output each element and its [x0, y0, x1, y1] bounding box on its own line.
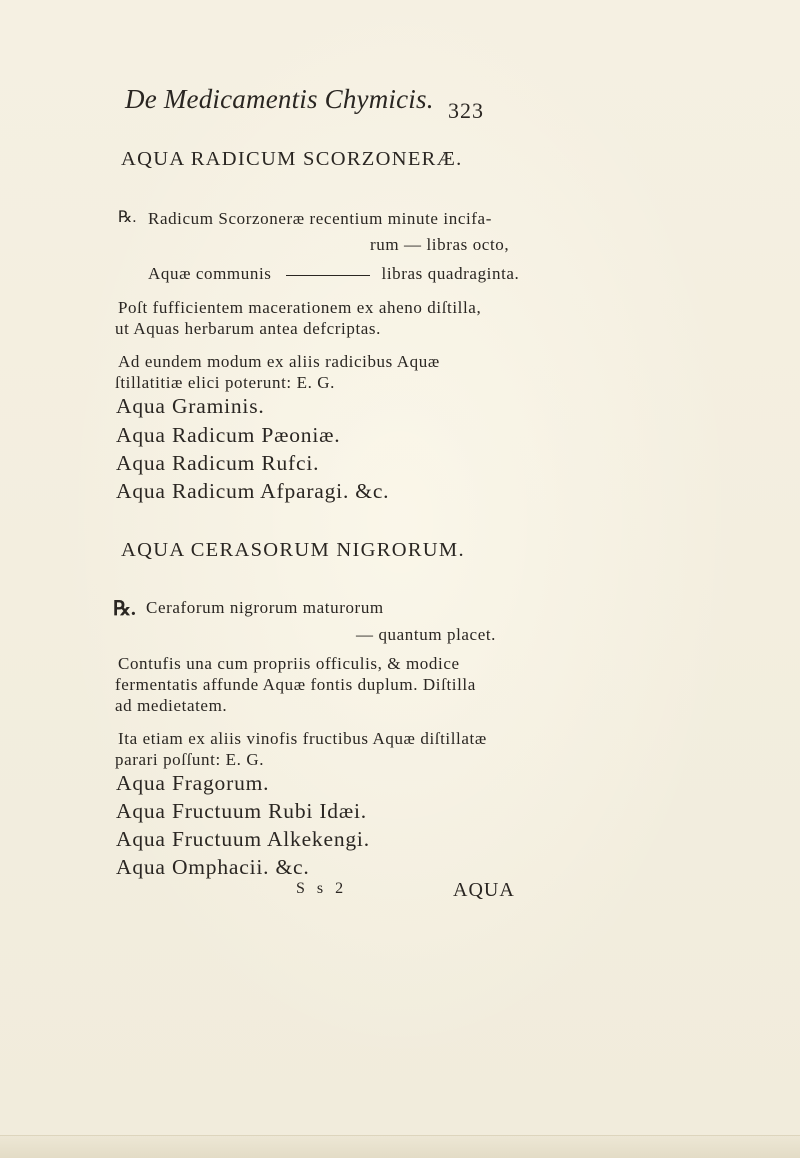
example-item: Aqua Fructuum Rubi Idæi.	[116, 799, 367, 823]
example-item: Aqua Graminis.	[116, 394, 265, 418]
dash-rule	[286, 275, 370, 276]
recipe-ingredient: Aquæ communis	[148, 264, 272, 283]
paragraph-line: Ad eundem modum ex aliis radicibus Aquæ	[118, 352, 440, 371]
recipe-quantity: libras quadraginta.	[381, 264, 520, 283]
running-head: De Medicamentis Chymicis.	[125, 84, 434, 114]
example-item: Aqua Radicum Afparagi. &c.	[116, 479, 390, 503]
recipe-line: Ceraforum nigrorum maturorum	[146, 598, 384, 617]
example-item: Aqua Omphacii. &c.	[116, 855, 310, 879]
paragraph-line: fermentatis affunde Aquæ fontis duplum. Diſtilla	[115, 675, 476, 694]
paragraph-line: ut Aquas herbarum antea defcriptas.	[115, 319, 381, 338]
example-item: Aqua Fructuum Alkekengi.	[116, 827, 370, 851]
recipe-symbol: ℞.	[118, 209, 137, 226]
section-title-scorzonerae: AQUA RADICUM SCORZONERÆ.	[121, 148, 463, 170]
section-title-cerasorum: AQUA CERASORUM NIGRORUM.	[121, 539, 465, 561]
example-item: Aqua Radicum Rufci.	[116, 451, 320, 475]
paragraph-line: parari poſſunt: E. G.	[115, 750, 265, 769]
paragraph-line: Poſt fufficientem macerationem ex aheno diſtilla,	[118, 298, 482, 317]
paragraph-line: ſtillatitiæ elici poterunt: E. G.	[115, 373, 335, 392]
recipe-line: rum — libras octo,	[370, 235, 510, 254]
recipe-line	[148, 264, 519, 284]
paragraph-line: Contufis una cum propriis officulis, & modice	[118, 654, 460, 673]
recipe-line: Radicum Scorzoneræ recentium minute incifa-	[148, 209, 492, 228]
example-item: Aqua Fragorum.	[116, 771, 270, 795]
catchword: AQUA	[453, 879, 515, 901]
recipe-line: — quantum placet.	[356, 625, 497, 644]
paragraph-line: ad medietatem.	[115, 696, 228, 715]
paragraph-line: Ita etiam ex aliis vinofis fructibus Aquæ diſtillatæ	[118, 729, 487, 748]
example-item: Aqua Radicum Pæoniæ.	[116, 423, 341, 447]
page-bottom-edge	[0, 1135, 800, 1158]
recipe-symbol: ℞.	[113, 598, 136, 620]
signature-mark: S s 2	[296, 880, 348, 897]
page-number: 323	[448, 98, 484, 123]
